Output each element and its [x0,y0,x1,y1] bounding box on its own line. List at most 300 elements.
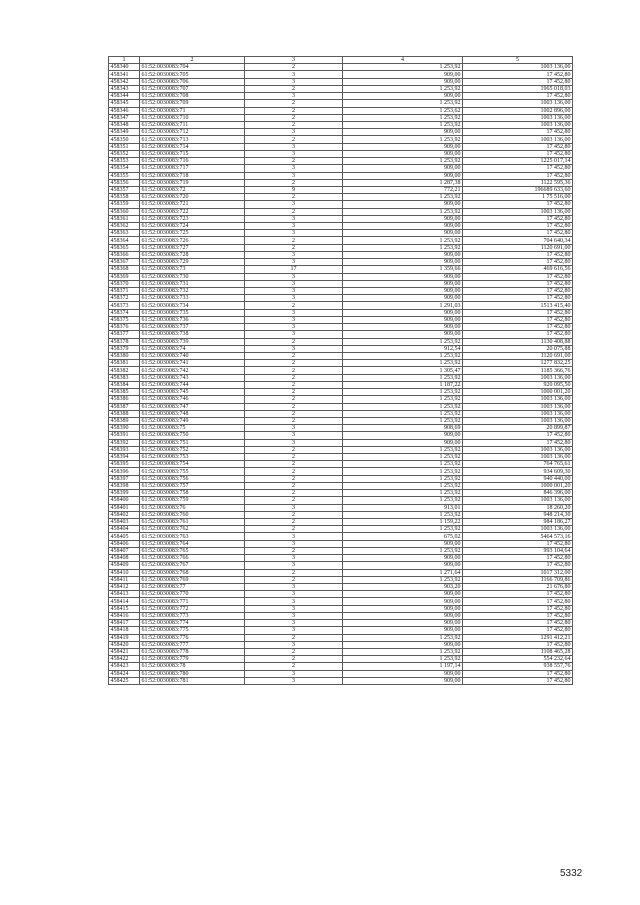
table-cell: 3 [245,562,343,569]
table-cell: 458394 [109,454,140,461]
table-cell: 458390 [109,425,140,432]
table-row [109,656,573,663]
table-header-row [109,57,573,64]
table-cell: 3 [245,598,343,605]
table-cell: 3 [245,345,343,352]
table-cell: 458397 [109,475,140,482]
table-cell: 458356 [109,179,140,186]
table-row [109,454,573,461]
table-cell: 3 [245,223,343,230]
table-cell: 61:52:0030083:741 [140,360,245,367]
table-cell: 3 [245,605,343,612]
table-row [109,208,573,215]
table-cell: 61:52:0030083:773 [140,612,245,619]
table-cell: 17 452,80 [463,295,573,302]
table-cell: 458382 [109,367,140,374]
table-cell: 5464 573,16 [463,533,573,540]
table-cell: 458344 [109,93,140,100]
table-cell: 61:52:0030083:722 [140,208,245,215]
table-cell: 458375 [109,316,140,323]
table-cell: 909,00 [343,143,463,150]
table-cell: 61:52:0030083:74 [140,345,245,352]
table-row [109,165,573,172]
table-row [109,273,573,280]
table-cell: 2 [245,396,343,403]
table-cell: 1122 595,36 [463,179,573,186]
table-cell: 3 [245,316,343,323]
table-row [109,186,573,193]
table-cell: 846 396,00 [463,490,573,497]
table-cell: 17 [245,266,343,273]
table-row [109,641,573,648]
table-cell: 458392 [109,439,140,446]
table-cell: 1003 136,00 [463,526,573,533]
table-cell: 3 [245,504,343,511]
table-cell: 3 [245,172,343,179]
table-cell: 61:52:0030083:756 [140,475,245,482]
table-cell: 909,00 [343,612,463,619]
table-cell: 2 [245,519,343,526]
table-row [109,497,573,504]
table-row [109,266,573,273]
table-cell: 2 [245,194,343,201]
table-cell: 17 452,80 [463,78,573,85]
table-cell: 61:52:0030083:715 [140,150,245,157]
table-cell: 2 [245,461,343,468]
table-cell: 61:52:0030083:709 [140,100,245,107]
table-cell: 458368 [109,266,140,273]
table-row [109,612,573,619]
table-cell: 458411 [109,576,140,583]
table-cell: 1 75 516,00 [463,194,573,201]
table-cell: 17 452,80 [463,129,573,136]
table-cell: 1003 136,00 [463,396,573,403]
table-cell: 458424 [109,670,140,677]
table-row [109,620,573,627]
table-row [109,331,573,338]
table-cell: 1003 136,00 [463,403,573,410]
table-cell: 934 609,30 [463,468,573,475]
table-cell: 458386 [109,396,140,403]
table-cell: 61:52:0030083:757 [140,482,245,489]
table-cell: 2 [245,114,343,121]
table-body [109,57,573,685]
table-cell: 61:52:0030083:730 [140,273,245,280]
table-cell: 458377 [109,331,140,338]
table-cell: 61:52:0030083:752 [140,446,245,453]
table-cell: 17 452,80 [463,288,573,295]
table-cell: 458395 [109,461,140,468]
table-cell: 17 452,80 [463,215,573,222]
table-row [109,230,573,237]
table-row [109,547,573,554]
table-cell: 61:52:0030083:781 [140,677,245,684]
table-cell: 1965 018,03 [463,85,573,92]
table-cell: 909,00 [343,641,463,648]
table-cell: 17 452,80 [463,273,573,280]
table-cell: 17 452,80 [463,201,573,208]
table-cell: 458348 [109,121,140,128]
table-cell: 909,00 [343,331,463,338]
table-cell: 61:52:0030083:718 [140,172,245,179]
table-cell: 61:52:0030083:710 [140,114,245,121]
table-cell: 21 676,80 [463,583,573,590]
table-cell: 61:52:0030083:755 [140,468,245,475]
table-cell: 3 [245,612,343,619]
table-cell: 2 [245,367,343,374]
table-cell: 1 197,14 [343,663,463,670]
table-cell: 20 075,88 [463,345,573,352]
table-row [109,237,573,244]
table-cell: 61:52:0030083:720 [140,194,245,201]
table-row [109,555,573,562]
table-cell: 17 452,80 [463,150,573,157]
table-row [109,519,573,526]
table-row [109,114,573,121]
table-cell: 458367 [109,259,140,266]
table-cell: 3 [245,677,343,684]
table-cell: 2 [245,100,343,107]
table-cell: 2 [245,389,343,396]
table-cell: 909,00 [343,309,463,316]
table-row [109,352,573,359]
table-cell: 909,00 [343,316,463,323]
table-cell: 3 [245,129,343,136]
table-cell: 909,00 [343,598,463,605]
table-row [109,345,573,352]
table-cell: 2 [245,648,343,655]
table-cell: 458398 [109,482,140,489]
table-cell: 3 [245,150,343,157]
table-cell: 2 [245,360,343,367]
table-cell: 458378 [109,338,140,345]
table-row [109,324,573,331]
table-cell: 458357 [109,186,140,193]
table-row [109,576,573,583]
table-row [109,627,573,634]
table-cell: 913,01 [343,504,463,511]
table-cell: 3 [245,165,343,172]
table-cell: 61:52:0030083:711 [140,121,245,128]
table-cell: 458341 [109,71,140,78]
table-cell: 17 452,80 [463,598,573,605]
table-row [109,540,573,547]
table-row [109,251,573,258]
table-cell: 909,00 [343,555,463,562]
table-cell: 920 095,50 [463,381,573,388]
table-row [109,71,573,78]
table-row [109,504,573,511]
table-cell: 1185 366,76 [463,367,573,374]
table-cell: 61:52:0030083:707 [140,85,245,92]
table-cell: 61:52:0030083:771 [140,598,245,605]
table-cell: 909,00 [343,150,463,157]
table-cell: 458400 [109,497,140,504]
table-cell: 1 253,92 [343,389,463,396]
column-header-2: 2 [140,57,245,64]
table-cell: 2 [245,446,343,453]
table-cell: 61:52:0030083:780 [140,670,245,677]
table-cell: 61:52:0030083:738 [140,331,245,338]
table-cell: 1003 136,00 [463,64,573,71]
table-cell: 1 253,92 [343,100,463,107]
table-cell: 458370 [109,280,140,287]
table-cell: 458404 [109,526,140,533]
table-cell: 2 [245,244,343,251]
table-cell: 17 452,80 [463,562,573,569]
table-row [109,85,573,92]
table-row [109,439,573,446]
table-row [109,179,573,186]
table-cell: 909,00 [343,627,463,634]
table-cell: 1 253,92 [343,114,463,121]
table-cell: 61:52:0030083:734 [140,302,245,309]
table-cell: 61:52:0030083:716 [140,158,245,165]
table-cell: 909,00 [343,251,463,258]
table-cell: 458421 [109,648,140,655]
table-cell: 17 452,80 [463,331,573,338]
table-cell: 61:52:0030083:72 [140,186,245,193]
table-cell: 458361 [109,215,140,222]
table-cell: 17 452,80 [463,605,573,612]
table-cell: 17 452,80 [463,223,573,230]
table-cell: 3 [245,215,343,222]
table-cell: 17 452,80 [463,670,573,677]
table-cell: 3 [245,259,343,266]
table-cell: 458402 [109,511,140,518]
table-cell: 61:52:0030083:713 [140,136,245,143]
table-row [109,403,573,410]
table-cell: 61:52:0030083:705 [140,71,245,78]
table-cell: 1 187,22 [343,381,463,388]
table-row [109,425,573,432]
table-cell: 984 186,27 [463,519,573,526]
table-row [109,598,573,605]
page-number: 5332 [560,868,583,879]
table-cell: 458359 [109,201,140,208]
cadastral-value-table [108,56,573,685]
table-cell: 61:52:0030083:778 [140,648,245,655]
table-cell: 909,00 [343,78,463,85]
column-header-5: 5 [463,57,573,64]
table-cell: 61:52:0030083:78 [140,663,245,670]
table-cell: 1 253,92 [343,482,463,489]
table-cell: 9 [245,186,343,193]
table-cell: 1 253,92 [343,208,463,215]
table-row [109,446,573,453]
table-cell: 938 557,76 [463,663,573,670]
table-cell: 2 [245,526,343,533]
table-cell: 458366 [109,251,140,258]
table-cell: 1 253,62 [343,107,463,114]
table-cell: 909,00 [343,172,463,179]
table-cell: 458343 [109,85,140,92]
table-row [109,121,573,128]
table-cell: 3 [245,143,343,150]
table-row [109,280,573,287]
table-cell: 61:52:0030083:723 [140,215,245,222]
table-cell: 458388 [109,410,140,417]
table-cell: 61:52:0030083:749 [140,417,245,424]
table-cell: 61:52:0030083:732 [140,288,245,295]
table-cell: 458414 [109,598,140,605]
table-cell: 61:52:0030083:758 [140,490,245,497]
table-cell: 1 253,92 [343,396,463,403]
table-cell: 2 [245,107,343,114]
table-row [109,432,573,439]
table-cell: 2 [245,417,343,424]
table-cell: 2 [245,663,343,670]
table-cell: 1003 136,00 [463,417,573,424]
table-cell: 1000 001,20 [463,389,573,396]
table-row [109,670,573,677]
table-row [109,172,573,179]
table-cell: 61:52:0030083:779 [140,656,245,663]
table-cell: 1 291,03 [343,302,463,309]
table-cell: 17 452,80 [463,93,573,100]
table-cell: 61:52:0030083:775 [140,627,245,634]
table-row [109,194,573,201]
table-cell: 1 253,92 [343,511,463,518]
table-cell: 2 [245,237,343,244]
table-row [109,591,573,598]
table-cell: 458413 [109,591,140,598]
table-cell: 1 253,92 [343,634,463,641]
table-cell: 458396 [109,468,140,475]
table-cell: 61:52:0030083:742 [140,367,245,374]
table-cell: 61:52:0030083:731 [140,280,245,287]
table-cell: 2 [245,179,343,186]
table-cell: 1 253,92 [343,468,463,475]
table-cell: 17 452,80 [463,612,573,619]
table-cell: 3 [245,71,343,78]
table-cell: 1 253,92 [343,360,463,367]
table-row [109,302,573,309]
table-cell: 458423 [109,663,140,670]
table-row [109,389,573,396]
table-cell: 909,00 [343,324,463,331]
table-row [109,136,573,143]
table-cell: 61:52:0030083:75 [140,425,245,432]
table-row [109,107,573,114]
table-cell: 61:52:0030083:746 [140,396,245,403]
table-cell: 458416 [109,612,140,619]
table-cell: 458379 [109,345,140,352]
table-cell: 1225 017,14 [463,158,573,165]
table-cell: 61:52:0030083:748 [140,410,245,417]
table-cell: 17 452,80 [463,620,573,627]
table-cell: 458340 [109,64,140,71]
table-cell: 909,00 [343,295,463,302]
table-row [109,288,573,295]
table-cell: 458405 [109,533,140,540]
table-cell: 1 253,92 [343,547,463,554]
table-cell: 909,00 [343,93,463,100]
table-cell: 458362 [109,223,140,230]
table-row [109,417,573,424]
table-cell: 2 [245,576,343,583]
table-cell: 17 452,80 [463,143,573,150]
table-row [109,316,573,323]
table-cell: 909,00 [343,540,463,547]
table-cell: 1 253,92 [343,158,463,165]
table-cell: 3 [245,555,343,562]
table-cell: 2 [245,302,343,309]
table-cell: 61:52:0030083:726 [140,237,245,244]
table-cell: 17 452,80 [463,309,573,316]
table-cell: 3 [245,230,343,237]
table-cell: 1 253,92 [343,338,463,345]
table-row [109,78,573,85]
table-cell: 1291 412,21 [463,634,573,641]
table-cell: 1 253,92 [343,121,463,128]
table-row [109,223,573,230]
table-cell: 1 253,92 [343,490,463,497]
table-row [109,511,573,518]
table-cell: 1003 136,00 [463,100,573,107]
table-cell: 1 253,92 [343,410,463,417]
table-cell: 61:52:0030083:750 [140,432,245,439]
table-cell: 61:52:0030083:760 [140,511,245,518]
table-cell: 3 [245,309,343,316]
table-cell: 1 253,92 [343,656,463,663]
table-row [109,93,573,100]
table-cell: 2 [245,64,343,71]
table-cell: 909,00 [343,562,463,569]
table-cell: 61:52:0030083:704 [140,64,245,71]
table-cell: 458352 [109,150,140,157]
table-cell: 2 [245,497,343,504]
table-row [109,367,573,374]
table-cell: 17 452,80 [463,555,573,562]
table-cell: 3 [245,273,343,280]
table-cell: 61:52:0030083:733 [140,295,245,302]
table-cell: 1 253,92 [343,194,463,201]
table-cell: 909,00 [343,165,463,172]
table-row [109,381,573,388]
table-cell: 704 640,34 [463,237,573,244]
table-row [109,475,573,482]
table-cell: 458376 [109,324,140,331]
table-cell: 61:52:0030083:729 [140,259,245,266]
table-cell: 458353 [109,158,140,165]
table-cell: 458358 [109,194,140,201]
table-cell: 1 253,92 [343,136,463,143]
table-cell: 61:52:0030083:728 [140,251,245,258]
table-cell: 458408 [109,555,140,562]
table-cell: 2 [245,547,343,554]
table-row [109,533,573,540]
table-cell: 469 616,56 [463,266,573,273]
table-cell: 1120 691,00 [463,352,573,359]
table-cell: 1 253,92 [343,85,463,92]
table-row [109,129,573,136]
table-cell: 61:52:0030083:708 [140,93,245,100]
table-cell: 3 [245,295,343,302]
table-cell: 61:52:0030083:765 [140,547,245,554]
table-cell: 1 253,92 [343,446,463,453]
table-cell: 912,54 [343,345,463,352]
table-cell: 1 253,92 [343,237,463,244]
table-cell: 61:52:0030083:768 [140,569,245,576]
table-cell: 1 253,92 [343,454,463,461]
table-cell: 458389 [109,417,140,424]
table-cell: 61:52:0030083:721 [140,201,245,208]
table-cell: 17 452,80 [463,165,573,172]
table-row [109,648,573,655]
table-cell: 458410 [109,569,140,576]
table-cell: 3 [245,331,343,338]
